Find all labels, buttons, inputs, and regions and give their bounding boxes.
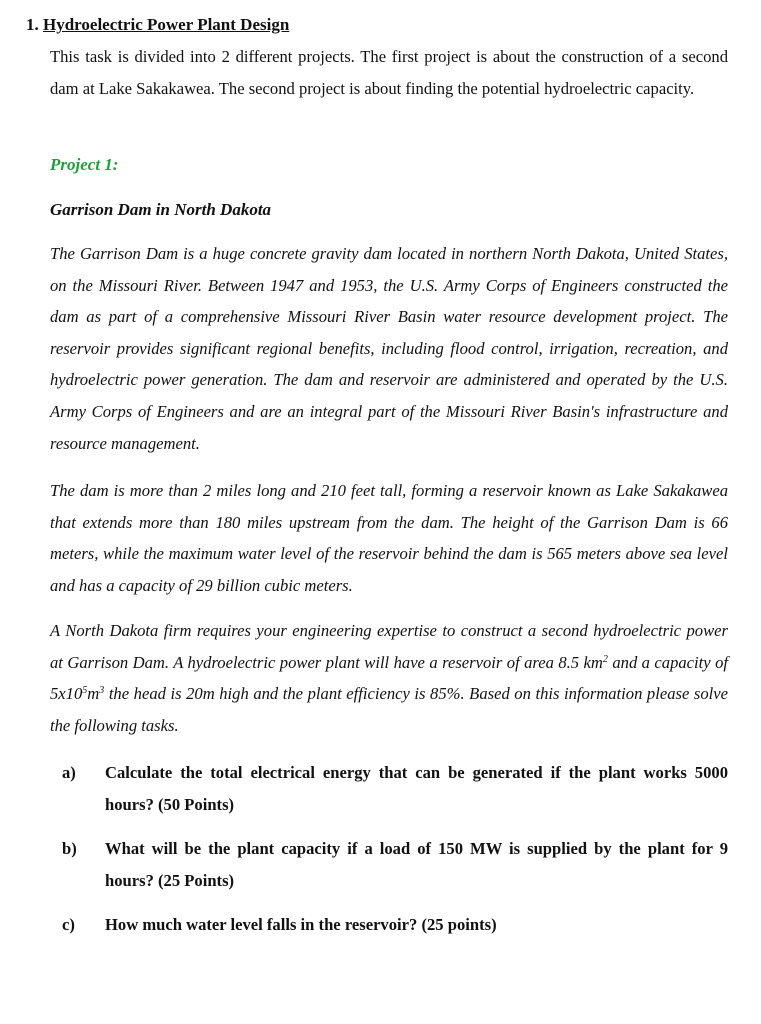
task-text: Calculate the total electrical energy that can be generated if the plant works 5000 hours? (50 Points) <box>105 763 728 814</box>
requirements-text-3: m <box>87 684 100 704</box>
requirements-paragraph <box>50 615 728 741</box>
task-item <box>62 909 728 941</box>
task-label: b) <box>62 839 77 858</box>
requirements-text-1: A North Dakota firm requires your engineering expertise to construct a second hydroelectric power at Garrison Dam. A hydroelectric power plant will have a reservoir of area 8.5 km <box>50 621 728 672</box>
task-item <box>62 757 728 820</box>
section-title: Hydroelectric Power Plant Design <box>43 15 290 34</box>
volume-exponent: 3 <box>99 685 105 697</box>
area-exponent: 2 <box>602 653 608 665</box>
task-item <box>62 833 728 896</box>
section-number: 1. <box>26 15 39 34</box>
project-subheading: Garrison Dam in North Dakota <box>50 200 272 219</box>
section-heading <box>26 13 289 37</box>
task-label: a) <box>62 763 76 782</box>
task-text: How much water level falls in the reservoir? (25 points) <box>105 915 497 934</box>
requirements-text-2: and a capacity of 5x10 <box>50 652 728 704</box>
task-label: c) <box>62 915 75 934</box>
capacity-exponent: 5 <box>82 685 88 697</box>
task-text: What will be the plant capacity if a load of 150 MW is supplied by the plant for 9 hours? (25 Points) <box>105 839 728 890</box>
history-paragraph: The Garrison Dam is a huge concrete gravity dam located in northern North Dakota, United States, on the Missouri River. Between 1947 and 1953, the U.S. Army Corps of Engineers constructed the dam as part of a comprehensive Missouri River Basin water resource development project. The reservoir provides significant regional benefits, including flood control, irrigation, recreation, and hydroelectric power generation. The dam and reservoir are administered and operated by the U.S. Army Corps of Engineers and are an integral part of the Missouri River Basin's infrastructure and resource management. <box>50 244 728 453</box>
dimensions-paragraph: The dam is more than 2 miles long and 210 feet tall, forming a reservoir known as Lake Sakakawea that extends more than 180 miles upstream from the dam. The height of the Garrison Dam is 66 meters, while the maximum water level of the reservoir behind the dam is 565 meters above sea level and has a capacity of 29 billion cubic meters. <box>50 481 728 595</box>
requirements-text-4: the head is 20m high and the plant efficiency is 85%. Based on this information please solve the following tasks. <box>50 684 728 735</box>
project-label: Project 1: <box>50 155 119 174</box>
intro-paragraph: This task is divided into 2 different projects. The first project is about the construction of a second dam at Lake Sakakawea. The second project is about finding the potential hydroelectric capacity. <box>50 47 728 98</box>
